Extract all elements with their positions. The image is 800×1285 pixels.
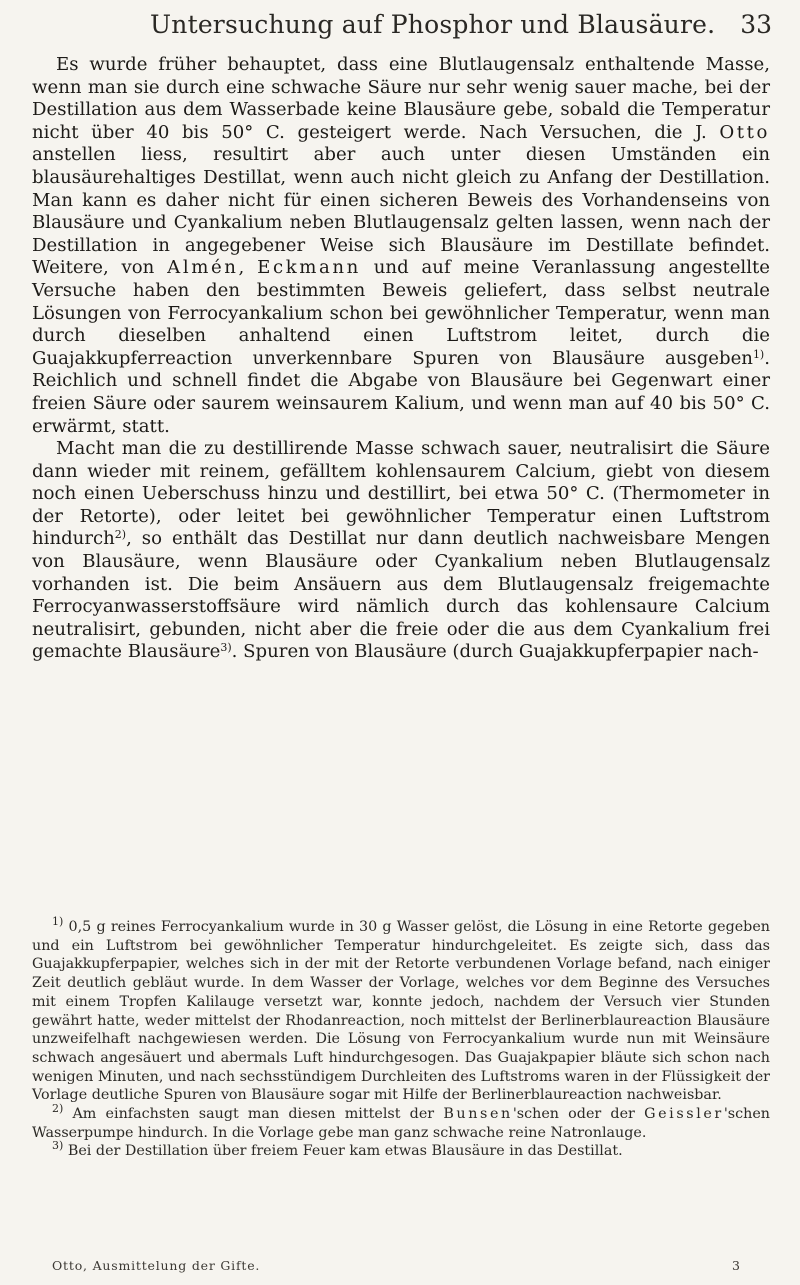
footnote-1-marker: 1) [52, 915, 64, 928]
main-text [32, 54, 770, 664]
footnote-3-marker: 3) [52, 1139, 64, 1153]
page-number: 33 [740, 10, 772, 39]
author-name-eckmann: Eckmann [257, 257, 361, 279]
paragraph-2-text-a: Macht man die zu destillirende Masse schwach sauer, neutralisirt die Säure dann wieder mit reinem, gefälltem kohlensaurem Calcium, giebt von diesem noch einen Ueberschuss hinzu und destillirt, bei etwa 50° C. (Thermometer in der Retorte), oder leitet bei gewöhnlicher Temperatur einen Luftstrom hindurch [32, 438, 770, 550]
footnote-2-text-c: 'schen Wasserpumpe hindurch. In die Vorlage gebe man ganz schwache reine Natronlauge. [32, 1106, 771, 1141]
paragraph-2-text-b: , so enthält das Destillat nur dann deutlich nachweisbare Mengen von Blausäure, wenn Blausäure oder Cyankalium neben Blutlaugensalz vorhanden ist. Die beim Ansäuern aus dem Blutlaugensalz freigemachte Ferrocyanwasserstoffsäure wird nämlich durch das kohlensaure Calcium neutralisirt, gebunden, nicht aber die freie oder die aus dem Cyankalium frei gemachte Blausäure [32, 528, 770, 663]
running-title: Untersuchung auf Phosphor und Blausäure. [150, 10, 716, 39]
footnote-2-marker: 2) [52, 1102, 64, 1116]
footnote-3 [32, 1139, 770, 1161]
author-name-geissler: Geissler [644, 1106, 724, 1123]
footnotes [32, 915, 771, 1161]
paragraph-1-text-b: anstellen liess, resultirt aber auch unter diesen Umständen ein blausäurehaltiges Destillat, wenn auch nicht gleich zu Anfang der Destillation. Man kann es daher nicht für einen sicheren Beweis des Vorhandenseins von Blausäure und Cyankalium neben Blutlaugensalz gelten lassen, wenn nach der Destillation in angegebener Weise sich Blausäure im Destillate befindet. Weitere, von [32, 144, 770, 279]
footnote-ref-1[interactable]: 1) [752, 347, 765, 361]
paragraph-1 [32, 54, 770, 438]
footnote-2-text-a: Am einfachsten saugt man diesen mittelst der [63, 1106, 444, 1123]
page-footer [32, 1258, 770, 1280]
footnote-3-text: Bei der Destillation über freiem Feuer kam etwas Blausäure in das Destillat. [63, 1143, 623, 1160]
paragraph-1-text-e: . Reichlich und schnell findet die Abgabe von Blausäure bei Gegenwart einer freien Säure oder saurem weinsaurem Kalium, und wenn man auf 40 bis 50° C. erwärmt, statt. [32, 347, 770, 437]
footer-source-line: Otto, Ausmittelung der Gifte. [52, 1258, 261, 1273]
footnote-1-text: 0,5 g reines Ferrocyankalium wurde in 30 g Wasser gelöst, die Lösung in eine Retorte gegeben und ein Luftstrom bei gewöhnlicher Temperatur hindurchgeleitet. Es zeigte sich, dass das Guajakkupferpapier, welches sich in der mit der Retorte verbundenen Vorlage befand, nach einiger Zeit deutlich gebläut wurde. In dem Wasser der Vorlage, welches vor dem Beginne des Versuches mit einem Tropfen Kalilauge versetzt war, konnte jedoch, nachdem der Versuch vier Stunden gewährt hatte, weder mittelst der Rhodanreaction, noch mittelst der Berlinerblaureaction Blausäure unzweifelhaft nachgewiesen werden. Die Lösung von Ferrocyankalium wurde nun mit Weinsäure schwach angesäuert und abermals Luft hindurchgesogen. Das Guajakpapier bläute sich schon nach wenigen Minuten, und nach sechsstündigem Durchleiten des Luftstroms waren in der Flüssigkeit der Vorlage deutliche Spuren von Blausäure sogar mit Hilfe der Berlinerblaureaction nachweisbar. [32, 919, 770, 1104]
footnote-ref-2[interactable]: 2) [114, 528, 127, 542]
signature-mark: 3 [732, 1258, 740, 1273]
author-name-otto: Otto [719, 121, 770, 143]
paragraph-2 [32, 438, 770, 664]
footnote-ref-3[interactable]: 3) [220, 641, 232, 655]
paragraph-1-text-c: , [238, 257, 258, 279]
footnote-2-text-b: 'schen oder der [512, 1106, 645, 1123]
paragraph-1-text-a: Es wurde früher behauptet, dass eine Blutlaugensalz enthaltende Masse, wenn man sie durch eine schwache Säure nur sehr wenig sauer mache, bei der Destillation aus dem Wasserbade keine Blausäure gebe, sobald die Temperatur nicht über 40 bis 50° C. gesteigert werde. Nach Versuchen, die J. [32, 54, 770, 143]
page-header [0, 6, 800, 50]
footnote-1 [32, 915, 770, 1105]
author-name-bunsen: Bunsen [443, 1106, 513, 1123]
author-name-almen: Almén [167, 257, 239, 279]
paragraph-2-text-c: . Spuren von Blausäure (durch Guajakkupferpapier nach- [231, 641, 759, 663]
footnote-2 [32, 1102, 771, 1142]
paragraph-1-text-d: und auf meine Veranlassung angestellte Versuche haben den bestimmten Beweis geliefert, dass selbst neutrale Lösungen von Ferrocyankalium schon bei gewöhnlicher Temperatur, wenn man durch dieselben anhaltend einen Luftstrom leitet, durch die Guajakkupferreaction unverkennbare Spuren von Blausäure ausgeben [32, 257, 770, 369]
